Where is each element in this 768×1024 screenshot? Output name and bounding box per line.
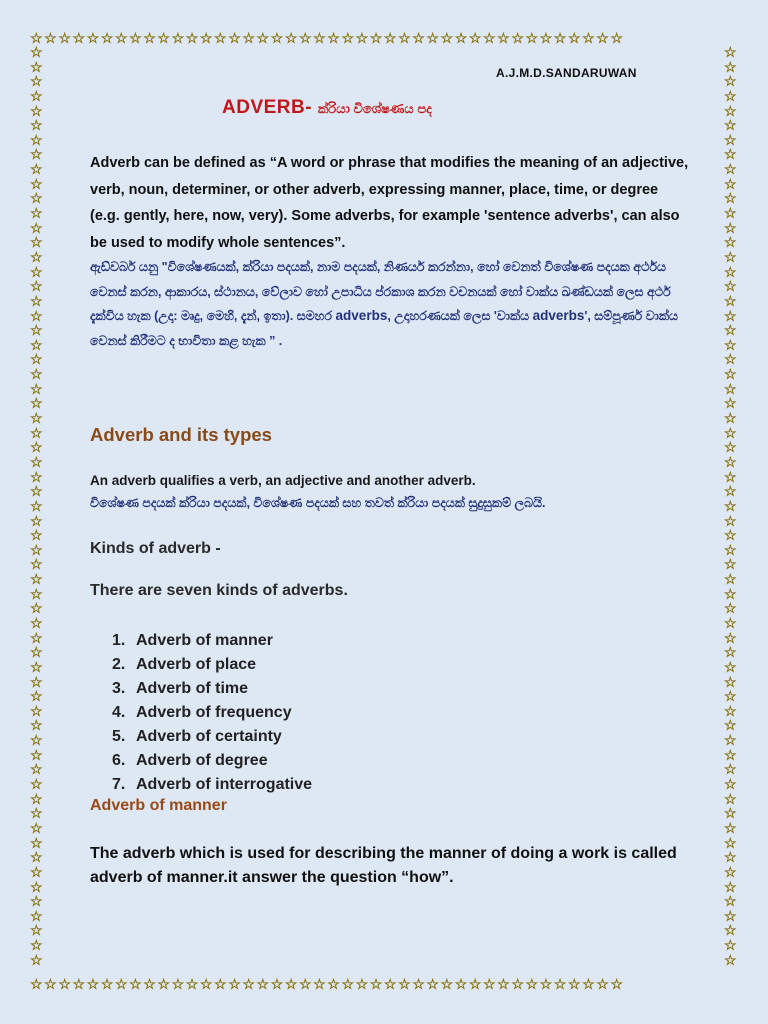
star-outline-icon: ☆ [426, 978, 441, 993]
star-outline-icon: ☆ [724, 425, 737, 442]
section-heading: Adverb and its types [90, 424, 272, 445]
star-outline-icon: ☆ [30, 689, 43, 706]
star-outline-icon: ☆ [143, 32, 158, 47]
star-outline-icon: ☆ [30, 978, 45, 993]
star-outline-icon: ☆ [383, 32, 399, 47]
star-outline-icon: ☆ [214, 978, 229, 993]
star-outline-icon: ☆ [483, 978, 498, 993]
star-outline-icon: ☆ [30, 674, 43, 691]
star-outline-icon: ☆ [724, 74, 737, 91]
star-outline-icon: ☆ [214, 32, 229, 47]
star-outline-icon: ☆ [539, 978, 554, 993]
star-outline-icon: ☆ [724, 777, 737, 794]
star-outline-icon: ☆ [724, 59, 737, 76]
star-outline-icon: ☆ [30, 703, 43, 720]
star-border-bottom [30, 978, 742, 994]
star-outline-icon: ☆ [724, 820, 737, 837]
star-outline-icon: ☆ [724, 894, 737, 911]
star-outline-icon: ☆ [724, 615, 737, 632]
star-outline-icon: ☆ [270, 32, 285, 47]
star-outline-icon: ☆ [313, 978, 328, 993]
star-outline-icon: ☆ [398, 978, 413, 993]
star-outline-icon: ☆ [724, 528, 737, 545]
star-outline-icon: ☆ [724, 337, 737, 354]
star-outline-icon: ☆ [341, 32, 356, 47]
star-outline-icon: ☆ [30, 894, 43, 911]
star-outline-icon: ☆ [30, 147, 43, 164]
star-outline-icon: ☆ [724, 747, 737, 764]
star-outline-icon: ☆ [426, 32, 441, 47]
star-outline-icon: ☆ [284, 32, 299, 47]
star-outline-icon: ☆ [30, 498, 43, 515]
star-outline-icon: ☆ [724, 835, 737, 852]
star-outline-icon: ☆ [30, 630, 43, 647]
star-outline-icon: ☆ [440, 32, 455, 47]
star-border-left [30, 46, 46, 976]
star-outline-icon: ☆ [454, 32, 469, 47]
star-outline-icon: ☆ [724, 689, 737, 706]
star-outline-icon: ☆ [724, 703, 737, 720]
star-border-right [724, 46, 740, 976]
star-outline-icon: ☆ [30, 118, 43, 135]
star-outline-icon: ☆ [724, 293, 737, 310]
star-outline-icon: ☆ [72, 32, 87, 47]
star-outline-icon: ☆ [724, 147, 737, 164]
star-outline-icon: ☆ [30, 923, 43, 940]
star-outline-icon: ☆ [30, 191, 43, 208]
star-outline-icon: ☆ [199, 32, 215, 47]
star-outline-icon: ☆ [724, 249, 737, 266]
star-outline-icon: ☆ [724, 923, 737, 940]
star-outline-icon: ☆ [58, 978, 73, 993]
star-outline-icon: ☆ [313, 32, 328, 47]
star-outline-icon: ☆ [284, 978, 299, 993]
page-title [222, 97, 432, 119]
star-outline-icon: ☆ [724, 498, 737, 515]
star-outline-icon: ☆ [30, 835, 43, 852]
kinds-heading: Kinds of adverb - [90, 540, 221, 557]
star-outline-icon: ☆ [30, 864, 43, 881]
star-outline-icon: ☆ [355, 978, 370, 993]
star-outline-icon: ☆ [525, 978, 540, 993]
star-outline-icon: ☆ [30, 59, 43, 76]
list-item: 1. Adverb of manner [112, 632, 273, 649]
star-outline-icon: ☆ [30, 820, 43, 837]
star-outline-icon: ☆ [171, 32, 186, 47]
star-outline-icon: ☆ [596, 978, 611, 993]
star-outline-icon: ☆ [724, 733, 737, 750]
star-outline-icon: ☆ [327, 32, 342, 47]
star-outline-icon: ☆ [256, 32, 271, 47]
definition-paragraph: Adverb can be defined as “A word or phrase that modifies the meaning of an adjective, verb, noun, determiner, or other adverb, expressing manner, place, time, or degree (e.g. gently, here, now, very). Some adverbs, for example 'sentence adverbs', can also be used to modify whole sentences”. [90, 155, 689, 251]
star-outline-icon: ☆ [30, 645, 43, 662]
star-outline-icon: ☆ [724, 103, 737, 120]
star-outline-icon: ☆ [468, 978, 483, 993]
star-outline-icon: ☆ [30, 513, 43, 530]
star-outline-icon: ☆ [30, 528, 43, 545]
star-outline-icon: ☆ [30, 323, 43, 340]
star-outline-icon: ☆ [539, 32, 554, 47]
list-item: 7. Adverb of interrogative [112, 776, 313, 793]
star-border-top [30, 32, 742, 48]
star-outline-icon: ☆ [724, 557, 737, 574]
star-outline-icon: ☆ [511, 978, 526, 993]
kinds-list [112, 629, 312, 797]
star-outline-icon: ☆ [30, 176, 43, 193]
star-outline-icon: ☆ [157, 978, 172, 993]
star-outline-icon: ☆ [724, 206, 737, 223]
star-outline-icon: ☆ [72, 978, 87, 993]
star-outline-icon: ☆ [30, 806, 43, 823]
sinhala-definition-part2: , උදාහරණයක් ලෙස 'වාක්ය [387, 309, 533, 323]
star-outline-icon: ☆ [440, 978, 455, 993]
star-outline-icon: ☆ [44, 978, 59, 993]
manner-definition: The adverb which is used for describing the manner of doing a work is called adverb of manner.it answer the question “how”. [90, 845, 677, 886]
star-outline-icon: ☆ [724, 162, 737, 179]
star-outline-icon: ☆ [724, 235, 737, 252]
star-outline-icon: ☆ [724, 908, 737, 925]
star-outline-icon: ☆ [30, 308, 43, 325]
star-outline-icon: ☆ [511, 32, 526, 47]
star-outline-icon: ☆ [454, 978, 469, 993]
star-outline-icon: ☆ [582, 32, 597, 47]
star-outline-icon: ☆ [157, 32, 172, 47]
star-outline-icon: ☆ [724, 952, 737, 969]
star-outline-icon: ☆ [383, 978, 399, 993]
star-outline-icon: ☆ [86, 32, 101, 47]
qualifies-english: An adverb qualifies a verb, an adjective and another adverb. [90, 473, 476, 488]
star-outline-icon: ☆ [724, 440, 737, 457]
star-outline-icon: ☆ [30, 601, 43, 618]
star-outline-icon: ☆ [30, 162, 43, 179]
star-outline-icon: ☆ [412, 32, 427, 47]
star-outline-icon: ☆ [30, 615, 43, 632]
star-outline-icon: ☆ [30, 952, 43, 969]
star-outline-icon: ☆ [30, 659, 43, 676]
star-outline-icon: ☆ [30, 32, 45, 47]
list-item: 5. Adverb of certainty [112, 728, 282, 745]
star-outline-icon: ☆ [525, 32, 540, 47]
star-outline-icon: ☆ [30, 249, 43, 266]
star-outline-icon: ☆ [724, 88, 737, 105]
star-outline-icon: ☆ [242, 978, 257, 993]
star-outline-icon: ☆ [412, 978, 427, 993]
star-outline-icon: ☆ [724, 411, 737, 428]
star-outline-icon: ☆ [724, 220, 737, 237]
star-outline-icon: ☆ [724, 191, 737, 208]
star-outline-icon: ☆ [483, 32, 498, 47]
star-outline-icon: ☆ [724, 454, 737, 471]
star-outline-icon: ☆ [256, 978, 271, 993]
star-outline-icon: ☆ [129, 32, 144, 47]
star-outline-icon: ☆ [199, 978, 215, 993]
star-outline-icon: ☆ [30, 264, 43, 281]
star-outline-icon: ☆ [30, 352, 43, 369]
star-outline-icon: ☆ [30, 411, 43, 428]
star-outline-icon: ☆ [567, 978, 583, 993]
star-outline-icon: ☆ [497, 978, 512, 993]
star-outline-icon: ☆ [30, 293, 43, 310]
star-outline-icon: ☆ [724, 659, 737, 676]
sinhala-definition-adverbs-1: adverbs [335, 308, 388, 323]
seven-kinds-text: There are seven kinds of adverbs. [90, 582, 348, 599]
star-outline-icon: ☆ [270, 978, 285, 993]
star-outline-icon: ☆ [724, 352, 737, 369]
star-outline-icon: ☆ [398, 32, 413, 47]
star-outline-icon: ☆ [30, 396, 43, 413]
star-outline-icon: ☆ [30, 74, 43, 91]
star-outline-icon: ☆ [724, 791, 737, 808]
star-outline-icon: ☆ [30, 88, 43, 105]
star-outline-icon: ☆ [30, 791, 43, 808]
star-outline-icon: ☆ [30, 279, 43, 296]
star-outline-icon: ☆ [185, 32, 200, 47]
star-outline-icon: ☆ [724, 381, 737, 398]
star-outline-icon: ☆ [298, 32, 314, 47]
star-outline-icon: ☆ [30, 718, 43, 735]
star-outline-icon: ☆ [30, 220, 43, 237]
star-outline-icon: ☆ [100, 978, 115, 993]
star-outline-icon: ☆ [610, 32, 625, 47]
list-item: 2. Adverb of place [112, 656, 257, 673]
star-outline-icon: ☆ [30, 337, 43, 354]
star-outline-icon: ☆ [724, 46, 737, 61]
star-outline-icon: ☆ [30, 469, 43, 486]
star-outline-icon: ☆ [724, 645, 737, 662]
star-outline-icon: ☆ [30, 572, 43, 589]
star-outline-icon: ☆ [100, 32, 115, 47]
star-outline-icon: ☆ [143, 978, 158, 993]
star-outline-icon: ☆ [724, 630, 737, 647]
star-outline-icon: ☆ [228, 978, 243, 993]
star-outline-icon: ☆ [30, 484, 43, 501]
sinhala-definition-part3: ', සම්පූර්ණ වාක්ය වෙනස් කිරීමට ද භාවිතා කළ හැක [90, 309, 679, 348]
star-outline-icon: ☆ [724, 542, 737, 559]
star-outline-icon: ☆ [724, 396, 737, 413]
qualifies-sinhala: විශේෂණ පදයක් ක්රියා පදයක්, විශේෂණ පදයක් සහ තවත් ක්රියා පදයක් සුදුසුකම් ලබයි. [90, 496, 546, 510]
star-outline-icon: ☆ [129, 978, 144, 993]
star-outline-icon: ☆ [724, 601, 737, 618]
star-outline-icon: ☆ [86, 978, 101, 993]
star-outline-icon: ☆ [114, 978, 130, 993]
star-outline-icon: ☆ [724, 118, 737, 135]
author-name: A.J.M.D.SANDARUWAN [496, 66, 637, 80]
star-outline-icon: ☆ [30, 938, 43, 955]
star-outline-icon: ☆ [724, 938, 737, 955]
star-outline-icon: ☆ [44, 32, 59, 47]
star-outline-icon: ☆ [171, 978, 186, 993]
star-outline-icon: ☆ [724, 879, 737, 896]
star-outline-icon: ☆ [724, 674, 737, 691]
star-outline-icon: ☆ [30, 132, 43, 149]
star-outline-icon: ☆ [468, 32, 483, 47]
star-outline-icon: ☆ [724, 308, 737, 325]
star-outline-icon: ☆ [497, 32, 512, 47]
star-outline-icon: ☆ [30, 206, 43, 223]
qualifies-paragraph [90, 470, 690, 514]
list-item: 6. Adverb of degree [112, 752, 268, 769]
star-outline-icon: ☆ [30, 367, 43, 384]
star-outline-icon: ☆ [724, 132, 737, 149]
star-outline-icon: ☆ [724, 264, 737, 281]
star-outline-icon: ☆ [30, 586, 43, 603]
star-outline-icon: ☆ [185, 978, 200, 993]
star-outline-icon: ☆ [724, 484, 737, 501]
sinhala-definition-part1: ඇඩ්වබර් යනු "විශේෂණයක්, ක්රියා පදයක්, නාම පදයක්, නිණර්ය කරන්නා, හෝ වෙනත් විශේෂණ පදයක අර්ථය වෙනස් කරන, ආකාරය, ස්ථානය, වේලාව හෝ උපාධිය ප්රකාශ කරන වචනයක් හෝ වාක්ය ඛණ්ඩයක් ලෙස අර්ථ දැක්විය හැක (උදා: මෘදු, මෙහි, දැන්, ඉතා). සමහර [90, 260, 671, 323]
star-outline-icon: ☆ [30, 747, 43, 764]
star-outline-icon: ☆ [30, 103, 43, 120]
manner-heading: Adverb of manner [90, 797, 227, 814]
sinhala-definition-adverbs-2: adverbs [532, 308, 585, 323]
star-outline-icon: ☆ [553, 32, 568, 47]
star-outline-icon: ☆ [30, 557, 43, 574]
star-outline-icon: ☆ [724, 762, 737, 779]
star-outline-icon: ☆ [724, 176, 737, 193]
star-outline-icon: ☆ [30, 777, 43, 794]
star-outline-icon: ☆ [30, 235, 43, 252]
sinhala-definition-end: ” . [269, 333, 283, 348]
star-outline-icon: ☆ [610, 978, 625, 993]
list-item: 3. Adverb of time [112, 680, 249, 697]
star-outline-icon: ☆ [30, 879, 43, 896]
star-outline-icon: ☆ [553, 978, 568, 993]
star-outline-icon: ☆ [582, 978, 597, 993]
star-outline-icon: ☆ [724, 806, 737, 823]
star-outline-icon: ☆ [567, 32, 583, 47]
star-outline-icon: ☆ [30, 733, 43, 750]
star-outline-icon: ☆ [724, 864, 737, 881]
star-outline-icon: ☆ [724, 367, 737, 384]
star-outline-icon: ☆ [724, 513, 737, 530]
star-outline-icon: ☆ [596, 32, 611, 47]
sinhala-definition-paragraph [90, 255, 690, 353]
star-outline-icon: ☆ [724, 586, 737, 603]
star-outline-icon: ☆ [30, 850, 43, 867]
star-outline-icon: ☆ [30, 542, 43, 559]
star-outline-icon: ☆ [341, 978, 356, 993]
list-item: 4. Adverb of frequency [112, 704, 292, 721]
star-outline-icon: ☆ [242, 32, 257, 47]
star-outline-icon: ☆ [30, 454, 43, 471]
star-outline-icon: ☆ [355, 32, 370, 47]
star-outline-icon: ☆ [369, 32, 384, 47]
star-outline-icon: ☆ [30, 425, 43, 442]
star-outline-icon: ☆ [724, 469, 737, 486]
title-sinhala: ක්රියා විශේෂණය පද [317, 101, 432, 116]
star-outline-icon: ☆ [724, 718, 737, 735]
star-outline-icon: ☆ [58, 32, 73, 47]
star-outline-icon: ☆ [298, 978, 314, 993]
star-outline-icon: ☆ [724, 323, 737, 340]
star-outline-icon: ☆ [724, 572, 737, 589]
star-outline-icon: ☆ [30, 440, 43, 457]
star-outline-icon: ☆ [30, 46, 43, 61]
star-outline-icon: ☆ [30, 381, 43, 398]
star-outline-icon: ☆ [30, 908, 43, 925]
star-outline-icon: ☆ [327, 978, 342, 993]
star-outline-icon: ☆ [724, 279, 737, 296]
star-outline-icon: ☆ [724, 850, 737, 867]
star-outline-icon: ☆ [228, 32, 243, 47]
star-outline-icon: ☆ [30, 762, 43, 779]
title-english: ADVERB- [222, 97, 313, 118]
star-outline-icon: ☆ [114, 32, 130, 47]
star-outline-icon: ☆ [369, 978, 384, 993]
